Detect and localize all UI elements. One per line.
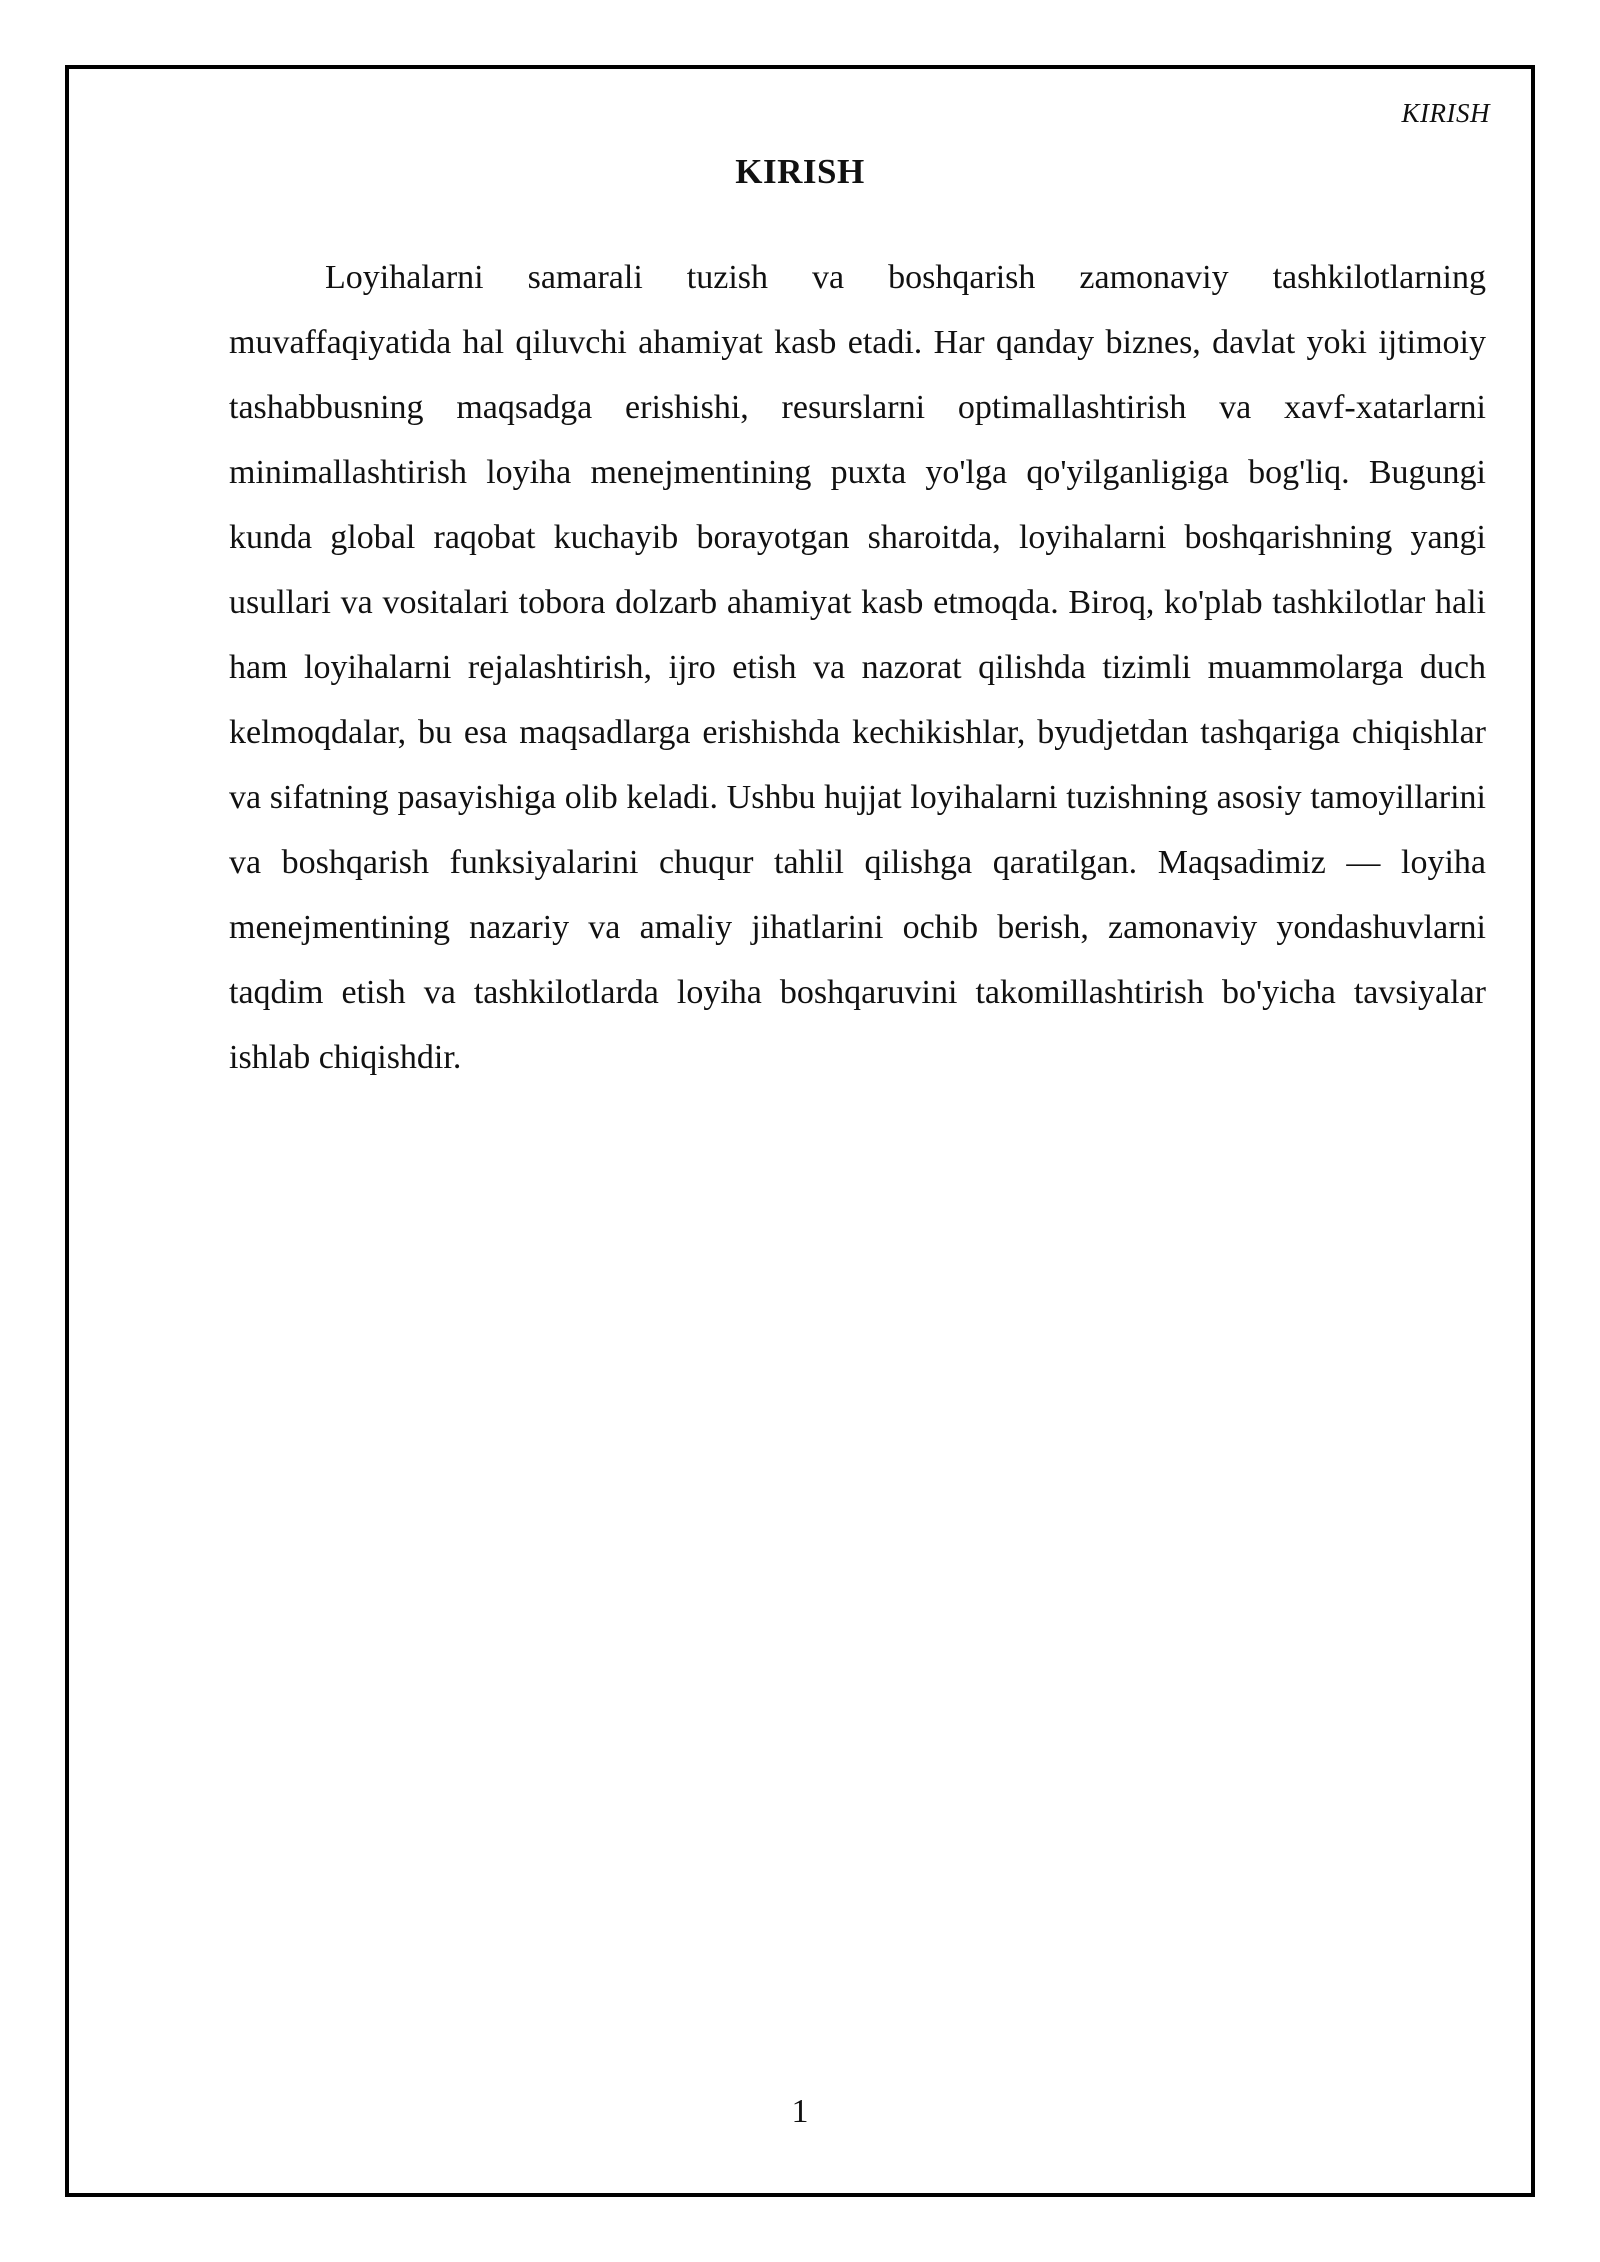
page-number: 1 [791, 2093, 809, 2130]
body-paragraph: Loyihalarni samarali tuzish va boshqarish zamonaviy tashkilotlarning muvaffaqiyatida hal qiluvchi ahamiyat kasb etadi. Har qanday biznes, davlat yoki ijtimoiy tashabbusning maqsadga erishishi, resurslarni optimallashtirish va xavf-xatarlarni minimallashtirish loyiha menejmentining puxta yo'lga qo'yilganligiga bog'liq. Bugungi kunda global raqobat kuchayib borayotgan sharoitda, loyihalarni boshqarishning yangi usullari va vositalari tobora dolzarb ahamiyat kasb etmoqda. Biroq, ko'plab tashkilotlar hali ham loyihalarni rejalashtirish, ijro etish va nazorat qilishda tizimli muammolarga duch kelmoqdalar, bu esa maqsadlarga erishishda kechikishlar, byudjetdan tashqariga chiqishlar va sifatning pasayishiga olib keladi. Ushbu hujjat loyihalarni tuzishning asosiy tamoyillarini va boshqarish funksiyalarini chuqur tahlil qilishga qaratilgan. Maqsadimiz — loyiha menejmentining nazariy va amaliy jihatlarini ochib berish, zamonaviy yondashuvlarni taqdim etish va tashkilotlarda loyiha boshqaruvini takomillashtirish bo'yicha tavsiyalar ishlab chiqishdir. [229, 259, 1486, 1076]
running-header: KIRISH [1401, 98, 1490, 128]
page-title: KIRISH [735, 152, 865, 191]
